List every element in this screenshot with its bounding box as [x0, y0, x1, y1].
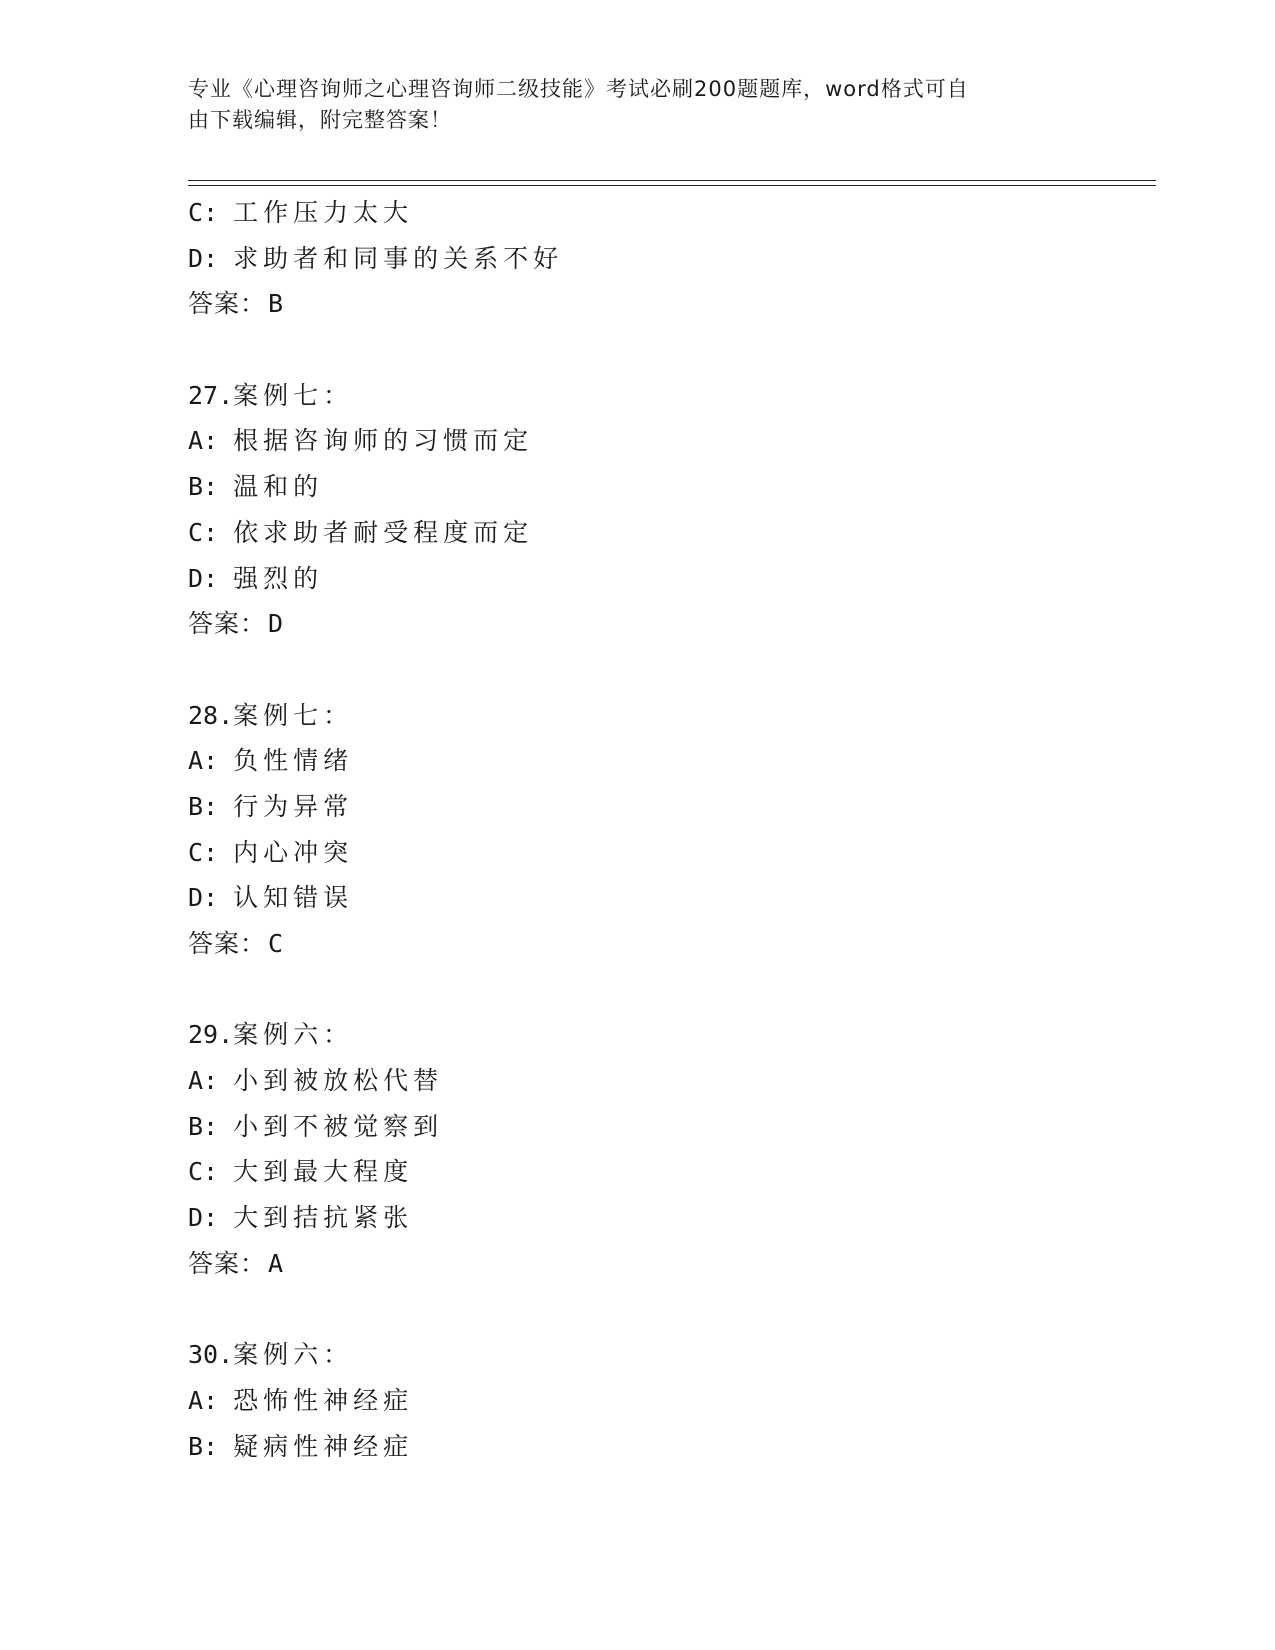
option-letter: C: — [188, 1157, 234, 1187]
option-line — [188, 190, 1148, 236]
question-number: 30. — [188, 1340, 234, 1370]
spacer — [188, 967, 1148, 1013]
header-divider-top — [188, 180, 1156, 181]
option-letter: B: — [188, 791, 234, 821]
option-text: 负性情绪 — [233, 746, 354, 776]
option-text: 依求助者耐受程度而定 — [233, 517, 534, 547]
spacer — [188, 1287, 1148, 1333]
option-letter: B: — [188, 472, 234, 502]
question-list — [188, 190, 1148, 1469]
option-line — [188, 418, 1148, 464]
question-title — [188, 1012, 1148, 1058]
option-line — [188, 738, 1148, 784]
option-text: 小到被放松代替 — [233, 1066, 444, 1096]
option-line — [188, 236, 1148, 282]
option-line — [188, 1424, 1148, 1470]
question-text: 案例七： — [233, 700, 354, 730]
answer-line — [188, 281, 1148, 327]
option-line — [188, 556, 1148, 602]
option-text: 强烈的 — [233, 563, 324, 593]
question-number: 28. — [188, 700, 234, 730]
question-text: 案例六： — [233, 1340, 354, 1370]
option-line — [188, 464, 1148, 510]
header-divider-bottom — [188, 185, 1156, 186]
option-letter: D: — [188, 883, 234, 913]
question-number: 29. — [188, 1020, 234, 1050]
option-line — [188, 1378, 1148, 1424]
option-text: 恐怖性神经症 — [233, 1385, 414, 1415]
option-letter: A: — [188, 1066, 234, 1096]
answer-label: 答案： — [188, 929, 267, 958]
option-line — [188, 830, 1148, 876]
option-text: 大到拮抗紧张 — [233, 1203, 414, 1233]
answer-value: A — [268, 1248, 285, 1278]
option-line — [188, 510, 1148, 556]
spacer — [188, 647, 1148, 693]
question-number: 27. — [188, 380, 234, 410]
option-text: 行为异常 — [233, 791, 354, 821]
option-text: 根据咨询师的习惯而定 — [233, 426, 534, 456]
option-letter: D: — [188, 563, 234, 593]
header-line-1: 专业《心理咨询师之心理咨询师二级技能》考试必刷200题题库，word格式可自 — [188, 77, 969, 101]
question-text: 案例六： — [233, 1020, 354, 1050]
option-letter: C: — [188, 837, 234, 867]
option-line — [188, 1149, 1148, 1195]
option-line — [188, 875, 1148, 921]
option-line — [188, 1058, 1148, 1104]
question-title — [188, 693, 1148, 739]
answer-value: C — [268, 929, 285, 958]
answer-label: 答案： — [188, 609, 267, 639]
option-text: 温和的 — [233, 472, 324, 502]
option-line — [188, 1195, 1148, 1241]
option-text: 工作压力太大 — [233, 198, 414, 227]
option-letter: D: — [188, 243, 234, 273]
question-title — [188, 1332, 1148, 1378]
option-text: 疑病性神经症 — [233, 1431, 414, 1461]
answer-value: B — [268, 289, 285, 319]
option-line — [188, 1104, 1148, 1150]
option-text: 认知错误 — [233, 883, 354, 913]
question-text: 案例七： — [233, 380, 354, 410]
answer-line — [188, 1241, 1148, 1287]
answer-line — [188, 921, 1148, 967]
option-text: 小到不被觉察到 — [233, 1111, 444, 1141]
answer-label: 答案： — [188, 289, 267, 319]
option-letter: A: — [188, 426, 234, 456]
option-text: 内心冲突 — [233, 837, 354, 867]
spacer — [188, 327, 1148, 373]
option-letter: A: — [188, 746, 234, 776]
document-header — [188, 74, 1068, 136]
option-letter: B: — [188, 1431, 234, 1461]
option-text: 大到最大程度 — [233, 1157, 414, 1187]
answer-label: 答案： — [188, 1248, 267, 1278]
option-letter: A: — [188, 1385, 234, 1415]
answer-value: D — [268, 609, 285, 639]
option-letter: C: — [188, 198, 234, 227]
option-line — [188, 784, 1148, 830]
option-letter: C: — [188, 517, 234, 547]
option-text: 求助者和同事的关系不好 — [233, 243, 564, 273]
option-letter: D: — [188, 1203, 234, 1233]
question-title — [188, 373, 1148, 419]
header-line-2: 由下载编辑，附完整答案！ — [188, 108, 452, 132]
option-letter: B: — [188, 1111, 234, 1141]
answer-line — [188, 601, 1148, 647]
